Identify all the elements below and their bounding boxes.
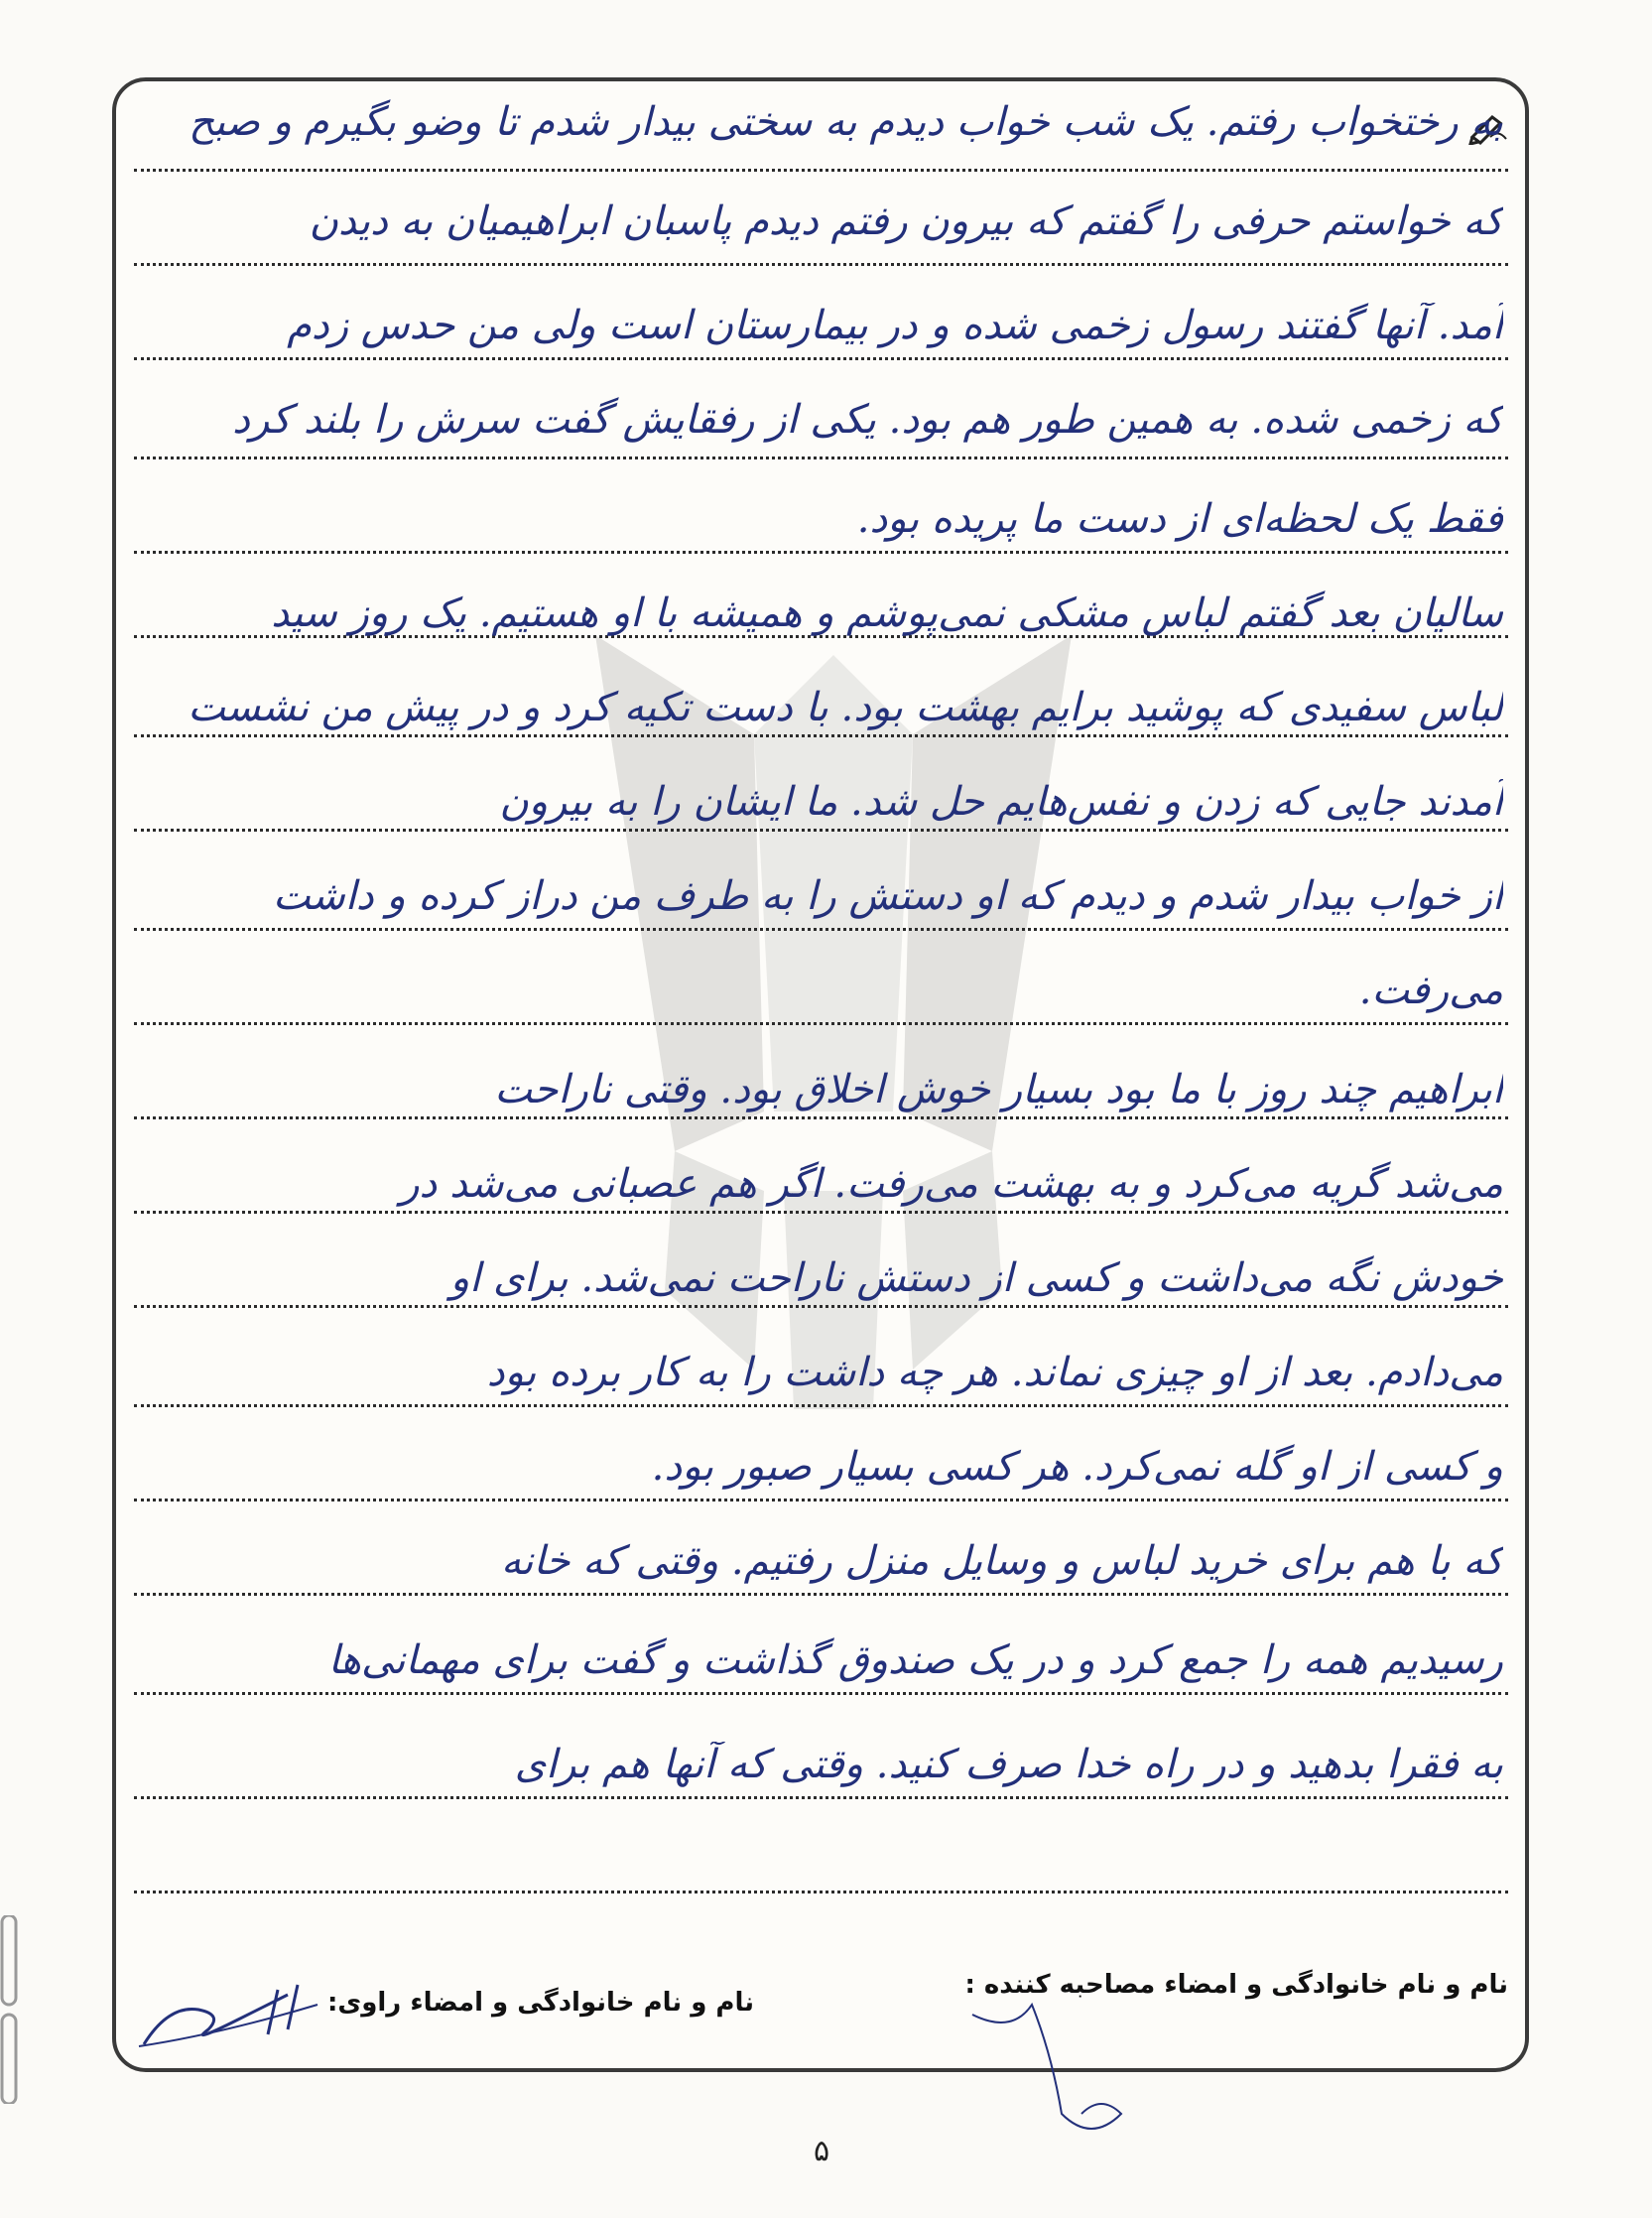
handwritten-line: به رختخواب رفتم. یک شب خواب دیدم به سختی بیدار شدم تا وضو بگیرم و صبح xyxy=(189,99,1503,145)
handwritten-line: می‌شد گریه می‌کرد و به بهشت می‌رفت. اگر هم عصبانی می‌شد در xyxy=(400,1161,1503,1207)
handwritten-line: سالیان بعد گفتم لباس مشکی نمی‌پوشم و همیشه با او هستیم. یک روز سید xyxy=(271,590,1503,636)
handwritten-line: رسیدیم همه را جمع کرد و در یک صندوق گذاشت و گفت برای مهمانی‌ها xyxy=(327,1637,1503,1683)
handwritten-line: و کسی از او گله نمی‌کرد. هر کسی بسیار صبور بود. xyxy=(651,1444,1503,1490)
handwritten-line: که خواستم حرفی را گفتم که بیرون رفتم دیدم پاسبان ابراهیمیان به دیدن xyxy=(309,198,1503,244)
handwritten-line: که با هم برای خرید لباس و وسایل منزل رفتیم. وقتی که خانه xyxy=(500,1538,1503,1584)
handwritten-line: ابراهیم چند روز با ما بود بسیار خوش اخلاق بود. وقتی ناراحت xyxy=(494,1067,1503,1112)
interviewer-signature-label: نام و نام خانوادگی و امضاء مصاحبه کننده : xyxy=(964,1970,1508,2000)
handwritten-line: آمد. آنها گفتند رسول زخمی شده و در بیمارستان است ولی من حدس زدم xyxy=(287,303,1503,348)
handwritten-line: آمدند جایی که زدن و نفس‌هایم حل شد. ما ایشان را به بیرون xyxy=(499,779,1503,825)
handwritten-line: به فقرا بدهید و در راه خدا صرف کنید. وقتی که آنها هم برای xyxy=(514,1742,1503,1787)
page-number: ۵ xyxy=(814,2134,830,2168)
binder-clip xyxy=(0,1915,30,2104)
narrator-signature xyxy=(129,1965,327,2054)
interviewer-signature xyxy=(953,1995,1201,2144)
handwritten-line: از خواب بیدار شدم و دیدم که او دستش را به طرف من دراز کرده و داشت xyxy=(273,873,1503,919)
handwritten-line: می‌دادم. بعد از او چیزی نماند. هر چه داشت را به کار برده بود xyxy=(486,1350,1503,1395)
handwritten-line: که زخمی شده. به همین طور هم بود. یکی از رفقایش گفت سرش را بلند کرد xyxy=(232,397,1503,443)
handwritten-line: لباس سفیدی که پوشید برایم بهشت بود. با دست تکیه کرد و در پیش من نشست xyxy=(188,685,1503,730)
handwritten-line: فقط یک لحظه‌ای از دست ما پریده بود. xyxy=(856,496,1503,542)
handwritten-line: می‌رفت. xyxy=(1358,968,1503,1013)
narrator-signature-label: نام و نام خانوادگی و امضاء راوی: xyxy=(327,1988,754,2018)
handwritten-line: خودش نگه می‌داشت و کسی از دستش ناراحت نمی‌شد. برای او xyxy=(449,1255,1503,1301)
